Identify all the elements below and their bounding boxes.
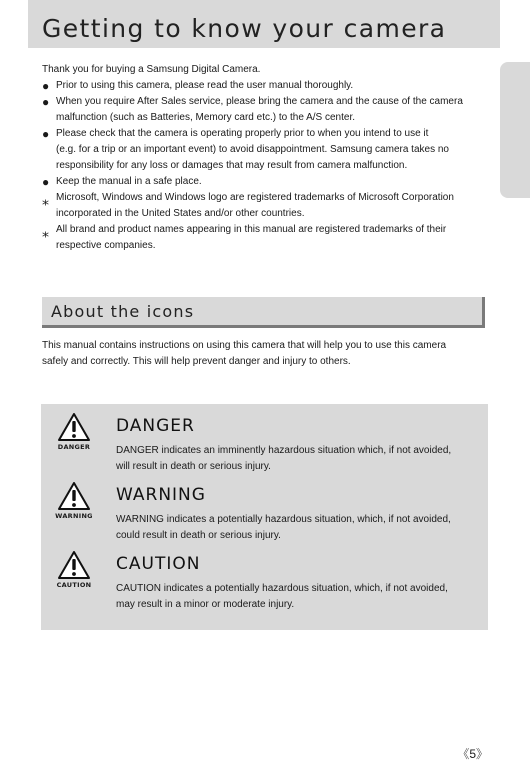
- bullet-icon: ●: [42, 175, 50, 189]
- caution-symbol: [51, 550, 97, 589]
- warning-triangle-icon: [57, 481, 91, 511]
- danger-line: will result in death or serious injury.: [116, 461, 271, 472]
- warning-heading: WARNING: [116, 485, 206, 505]
- caution-line: may result in a minor or moderate injury.: [116, 599, 295, 610]
- intro-thanks: Thank you for buying a Samsung Digital Camera.: [42, 64, 261, 75]
- page-number: 《5》: [457, 747, 488, 761]
- warning-symbol: [51, 481, 97, 520]
- warning-icon-label: WARNING: [55, 512, 93, 520]
- about-line: safely and correctly. This will help prevent danger and injury to others.: [42, 356, 351, 367]
- intro-item: [42, 126, 490, 174]
- intro-item: [42, 190, 490, 222]
- section-heading-bar: [42, 297, 485, 328]
- intro-item-line: Keep the manual in a safe place.: [56, 176, 202, 187]
- intro-item: [42, 222, 490, 254]
- intro-item: [42, 94, 490, 126]
- danger-line: DANGER indicates an imminently hazardous situation which, if not avoided,: [116, 445, 452, 456]
- section-heading: About the icons: [51, 302, 195, 321]
- bullet-icon: ●: [42, 79, 50, 93]
- warning-panel: [41, 404, 488, 630]
- danger-description: [116, 443, 451, 475]
- asterisk-icon: ⁎: [42, 192, 49, 208]
- caution-icon-label: CAUTION: [56, 581, 92, 589]
- danger-symbol: [51, 412, 97, 451]
- warning-line: could result in death or serious injury.: [116, 530, 281, 541]
- intro-item-line: Prior to using this camera, please read the user manual thoroughly.: [56, 80, 354, 91]
- warning-triangle-icon: [57, 550, 91, 580]
- page-title-bar: [28, 0, 500, 48]
- about-line: This manual contains instructions on using this camera that will help you to use this camera: [42, 340, 447, 351]
- intro-item-line: When you require After Sales service, please bring the camera and the cause of the camera: [56, 96, 463, 107]
- intro-item-line: All brand and product names appearing in this manual are registered trademarks of their: [56, 224, 447, 235]
- intro-item-line: malfunction (such as Batteries, Memory card etc.) to the A/S center.: [56, 112, 356, 123]
- caution-heading: CAUTION: [116, 554, 201, 574]
- bullet-icon: ●: [42, 127, 50, 141]
- intro-item-line: respective companies.: [56, 240, 156, 251]
- warning-triangle-icon: [57, 412, 91, 442]
- intro-item-line: Please check that the camera is operating properly prior to when you intend to use it: [56, 128, 429, 139]
- intro-item-line: responsibility for any loss or damages that may result from camera malfunction.: [56, 160, 408, 171]
- intro-section: [42, 62, 490, 254]
- bullet-icon: ●: [42, 95, 50, 109]
- intro-item: [42, 174, 490, 190]
- danger-heading: DANGER: [116, 416, 195, 436]
- intro-item-line: Microsoft, Windows and Windows logo are registered trademarks of Microsoft Corporation: [56, 192, 454, 203]
- caution-description: [116, 581, 448, 613]
- intro-item-line: incorporated in the United States and/or other countries.: [56, 208, 305, 219]
- warning-description: [116, 512, 451, 544]
- about-paragraph: [42, 338, 482, 370]
- danger-icon-label: DANGER: [57, 443, 91, 451]
- asterisk-icon: ⁎: [42, 224, 49, 240]
- caution-line: CAUTION indicates a potentially hazardous situation, which, if not avoided,: [116, 583, 448, 594]
- page-title: Getting to know your camera: [42, 14, 447, 43]
- intro-item: [42, 78, 490, 94]
- intro-item-line: (e.g. for a trip or an important event) to avoid disappointment. Samsung camera takes no: [56, 144, 449, 155]
- chapter-tab: [500, 62, 530, 198]
- warning-line: WARNING indicates a potentially hazardous situation, which, if not avoided,: [116, 514, 451, 525]
